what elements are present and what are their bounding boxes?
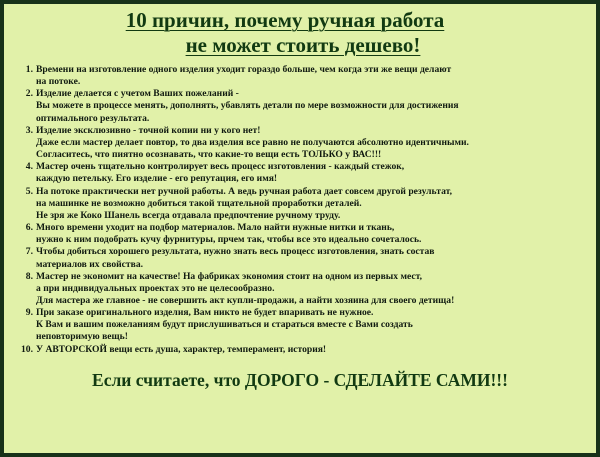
reason-text-line: При заказе оригинального изделия, Вам никто не будет впаривать не нужное.	[36, 307, 374, 319]
reason-item	[14, 186, 586, 222]
reason-item	[14, 307, 586, 343]
reason-text-line: на машинке не возможно добиться такой тщательной проработки деталей.	[36, 197, 362, 209]
reason-item	[14, 125, 586, 161]
reason-item	[14, 222, 586, 246]
closing-slogan: Если считаете, что ДОРОГО - СДЕЛАЙТЕ САМИ!!!	[92, 369, 508, 390]
reason-text-line: Много времени уходит на подбор материалов. Мало найти нужные нитки и ткань,	[36, 222, 395, 234]
reason-item	[14, 88, 586, 124]
reason-item	[14, 64, 586, 88]
reason-text-line: каждую петельку. Его изделие - его репутация, его имя!	[36, 173, 278, 185]
reason-text-line: на потоке.	[36, 76, 81, 88]
reason-text-line: Не зря же Коко Шанель всегда отдавала предпочтение ручному труду.	[36, 209, 341, 221]
reason-text-line: У АВТОРСКОЙ вещи есть душа, характер, темперамент, история!	[36, 343, 327, 355]
reason-text-line: Вы можете в процессе менять, дополнять, убавлять детали по мере возможности для достижения	[36, 100, 459, 112]
reason-text-line: а при индивидуальных проектах это не целесообразно.	[36, 282, 275, 294]
reason-text-line: материалов их свойства.	[36, 258, 144, 270]
reason-item	[14, 344, 586, 356]
reason-item	[14, 246, 586, 270]
reason-text-line: Изделие делается с учетом Ваших пожеланий -	[36, 88, 239, 100]
reason-text-line: Времени на изготовление одного изделия уходит гораздо больше, чем когда эти же вещи делают	[36, 64, 452, 75]
title-line-2: не может стоить дешево!	[185, 33, 421, 57]
reason-text-line: Даже если мастер делает повтор, то два изделия все равно не получаются абсолютно идентичными.	[36, 136, 469, 148]
reason-text-line: оптимального результата.	[36, 112, 150, 124]
reason-text-line: К Вам и вашим пожеланиям будут прислушиваться и стараться вместе с Вами создать	[36, 319, 413, 331]
reason-text-line: На потоке практически нет ручной работы. А ведь ручная работа дает совсем другой результат,	[36, 185, 453, 197]
reason-text-line: Для мастера же главное - не совершить акт купли-продажи, а найти хозяина для своего детища!	[36, 294, 455, 306]
reasons-list	[14, 64, 586, 356]
poster-card	[4, 4, 596, 453]
reason-number: 10.	[21, 343, 33, 355]
reason-text-line: Чтобы добиться хорошего результата, нужно знать весь процесс изготовления, знать состав	[36, 246, 435, 258]
reason-text-line: неповторимую вещь!	[36, 331, 128, 343]
reason-number: 5.	[25, 185, 33, 197]
reason-text-line: Мастер очень тщательно контролирует весь процесс изготовления - каждый стежок,	[36, 161, 405, 173]
reason-text-line: Мастер не экономит на качестве! На фабриках экономия стоит на одном из первых мест,	[36, 270, 423, 282]
reason-text-line: Согласитесь, что пиятно осознавать, что какие-то вещи есть ТОЛЬКО у ВАС!!!	[36, 149, 382, 161]
reason-number: 9.	[25, 307, 33, 319]
reason-number: 1.	[25, 64, 33, 75]
reason-number: 8.	[25, 270, 33, 282]
reason-text-line: нужно к ним подобрать кучу фурнитуры, прчем так, чтобы все это идеально сочеталось.	[36, 234, 422, 246]
reason-item	[14, 271, 586, 307]
reason-item	[14, 161, 586, 185]
reason-number: 6.	[25, 222, 33, 234]
reason-number: 3.	[25, 124, 33, 136]
page-title	[14, 8, 586, 58]
title-line-1: 10 причин, почему ручная работа	[125, 8, 445, 32]
reason-number: 4.	[25, 161, 33, 173]
reason-number: 2.	[25, 88, 33, 100]
reason-text-line: Изделие эксклюзивно - точной копии ни у кого нет!	[36, 124, 261, 136]
reason-number: 7.	[25, 246, 33, 258]
